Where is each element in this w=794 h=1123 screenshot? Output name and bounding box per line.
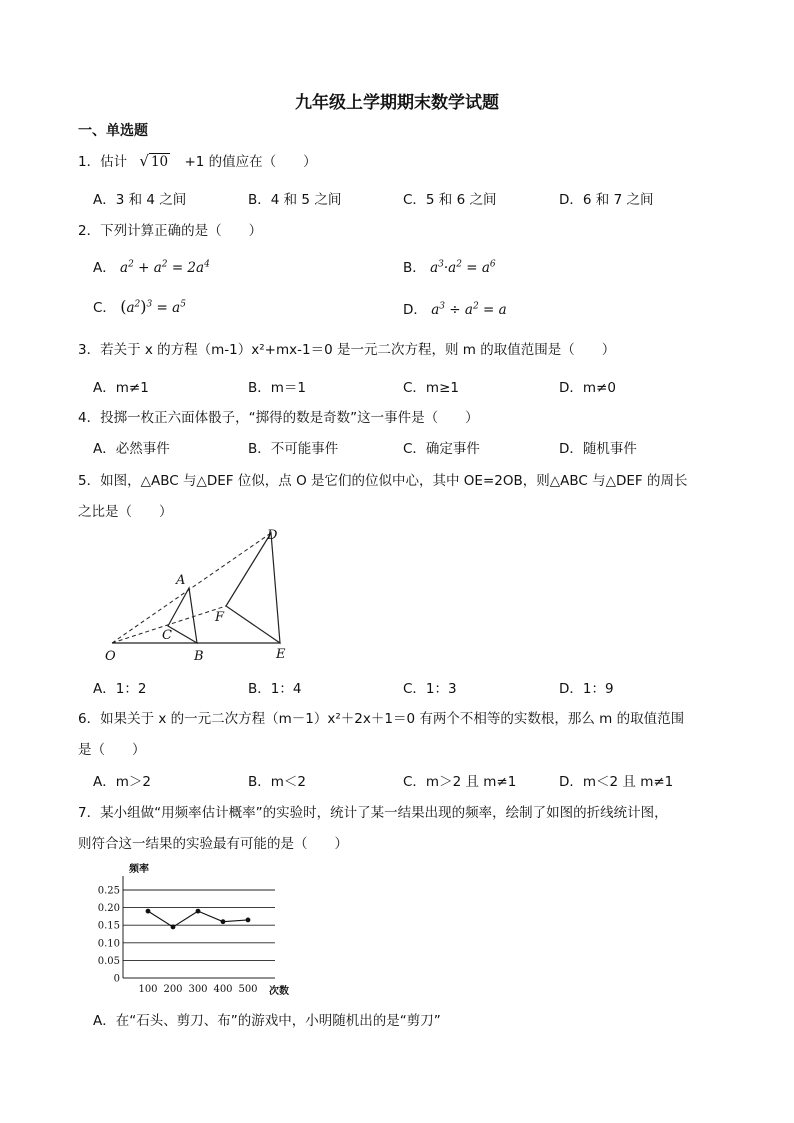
y-tick-label: 0.10 bbox=[97, 938, 120, 950]
sqrt-expression: √ 10 bbox=[139, 152, 169, 170]
q7-option-a[interactable]: A．在“石头、剪刀、布”的游戏中，小明随机出的是“剪刀” bbox=[93, 1013, 441, 1029]
q5-option-d[interactable]: D．1：9 bbox=[559, 681, 614, 697]
question-6-stem-line-2: 是（ ） bbox=[78, 742, 146, 758]
q5-option-b[interactable]: B．1：4 bbox=[248, 681, 302, 697]
y-tick-label: 0.25 bbox=[97, 885, 120, 897]
x-tick-label: 500 bbox=[238, 984, 258, 995]
x-tick-label: 200 bbox=[163, 984, 183, 995]
q2-option-a-label: A． bbox=[93, 260, 116, 276]
x-tick-label: 100 bbox=[138, 984, 158, 995]
section-heading: 一、单选题 bbox=[78, 123, 148, 139]
question-7-stem-line-1: 7．某小组做“用频率估计概率”的实验时，统计了某一结果出现的频率，绘制了如图的折线统计图， bbox=[78, 805, 668, 821]
q6-option-a[interactable]: A．m＞2 bbox=[93, 774, 151, 790]
label-o: O bbox=[105, 649, 116, 664]
y-tick-label: 0.05 bbox=[97, 955, 120, 967]
q3-option-b[interactable]: B．m＝1 bbox=[248, 380, 307, 396]
label-b: B bbox=[194, 649, 204, 664]
q2-option-b[interactable] bbox=[403, 256, 496, 276]
q2-option-c-label: C． bbox=[93, 300, 116, 316]
triangle-abc bbox=[168, 588, 197, 643]
q3-option-d[interactable]: D．m≠0 bbox=[559, 380, 616, 396]
question-5-stem-line-2: 之比是（ ） bbox=[78, 504, 173, 520]
y-axis-label: 频率 bbox=[129, 864, 149, 875]
question-5-stem-line-1: 5．如图，△ABC 与△DEF 位似，点 O 是它们的位似中心，其中 OE=2OB，则△ABC 与△DEF 的周长 bbox=[78, 473, 688, 489]
q5-option-a[interactable]: A．1：2 bbox=[93, 681, 147, 697]
q2-option-a-formula: $a^2 + a^2 = 2a^4$ bbox=[120, 259, 210, 276]
q3-option-a[interactable]: A．m≠1 bbox=[93, 380, 149, 396]
data-point bbox=[221, 919, 226, 924]
q1-option-d[interactable]: D．6 和 7 之间 bbox=[559, 192, 654, 208]
homothety-figure bbox=[100, 522, 310, 668]
q1-stem-part-b: +1 的值应在（ ） bbox=[184, 154, 317, 170]
q5-option-c[interactable]: C．1：3 bbox=[403, 681, 457, 697]
q4-option-b[interactable]: B．不可能事件 bbox=[248, 441, 339, 457]
frequency-line-chart bbox=[95, 862, 295, 1000]
question-3-stem: 3．若关于 x 的方程（m-1）x²+mx-1＝0 是一元二次方程，则 m 的取值范围是（ ） bbox=[78, 342, 616, 358]
q2-option-d-formula: $a^3 \div a^2 = a$ bbox=[431, 301, 507, 318]
label-f: F bbox=[215, 610, 225, 625]
q4-option-a[interactable]: A．必然事件 bbox=[93, 441, 170, 457]
q4-option-c[interactable]: C．确定事件 bbox=[403, 441, 480, 457]
label-a: A bbox=[176, 573, 186, 588]
triangle-def bbox=[226, 533, 280, 643]
question-7-stem-line-2: 则符合这一结果的实验最有可能的是（ ） bbox=[78, 836, 348, 852]
question-1-stem bbox=[78, 150, 317, 170]
page-title: 九年级上学期期末数学试题 bbox=[295, 93, 499, 113]
q1-option-b[interactable]: B．4 和 5 之间 bbox=[248, 192, 342, 208]
question-6-stem-line-1: 6．如果关于 x 的一元二次方程（m－1）x²＋2x＋1＝0 有两个不相等的实数根，那么 m 的取值范围 bbox=[78, 711, 685, 727]
q2-option-d[interactable] bbox=[403, 298, 507, 318]
q1-stem-part-a: 1．估计 bbox=[78, 154, 128, 170]
q6-option-b[interactable]: B．m＜2 bbox=[248, 774, 307, 790]
q6-option-d[interactable]: D．m＜2 且 m≠1 bbox=[559, 774, 674, 790]
q2-option-a[interactable] bbox=[93, 256, 210, 276]
q6-option-c[interactable]: C．m＞2 且 m≠1 bbox=[403, 774, 517, 790]
y-tick-label: 0 bbox=[113, 973, 120, 985]
label-c: C bbox=[162, 628, 172, 643]
question-4-stem: 4．投掷一枚正六面体骰子，“掷得的数是奇数”这一事件是（ ） bbox=[78, 410, 479, 426]
radicand: 10 bbox=[150, 154, 169, 170]
label-d: D bbox=[267, 528, 278, 543]
q2-option-d-label: D． bbox=[403, 302, 427, 318]
q1-option-c[interactable]: C．5 和 6 之间 bbox=[403, 192, 497, 208]
q4-option-d[interactable]: D．随机事件 bbox=[559, 441, 637, 457]
y-tick-label: 0.15 bbox=[97, 920, 120, 932]
data-point bbox=[171, 925, 176, 930]
q2-option-c-formula: $(a^2)^3 = a^5$ bbox=[120, 297, 186, 316]
data-point bbox=[246, 918, 251, 923]
x-tick-label: 300 bbox=[188, 984, 208, 995]
x-axis-label: 次数 bbox=[269, 986, 289, 997]
ray-od bbox=[112, 533, 271, 643]
q2-option-c[interactable] bbox=[93, 296, 186, 316]
data-point bbox=[196, 909, 201, 914]
q1-option-a[interactable]: A．3 和 4 之间 bbox=[93, 192, 187, 208]
q3-option-c[interactable]: C．m≥1 bbox=[403, 380, 459, 396]
data-point bbox=[146, 909, 151, 914]
x-tick-label: 400 bbox=[213, 984, 233, 995]
label-e: E bbox=[276, 647, 286, 662]
y-tick-label: 0.20 bbox=[97, 903, 120, 915]
q2-option-b-formula: $a^3\cdot a^2 = a^6$ bbox=[430, 259, 496, 276]
question-2-stem: 2．下列计算正确的是（ ） bbox=[78, 223, 263, 239]
q2-option-b-label: B． bbox=[403, 260, 426, 276]
